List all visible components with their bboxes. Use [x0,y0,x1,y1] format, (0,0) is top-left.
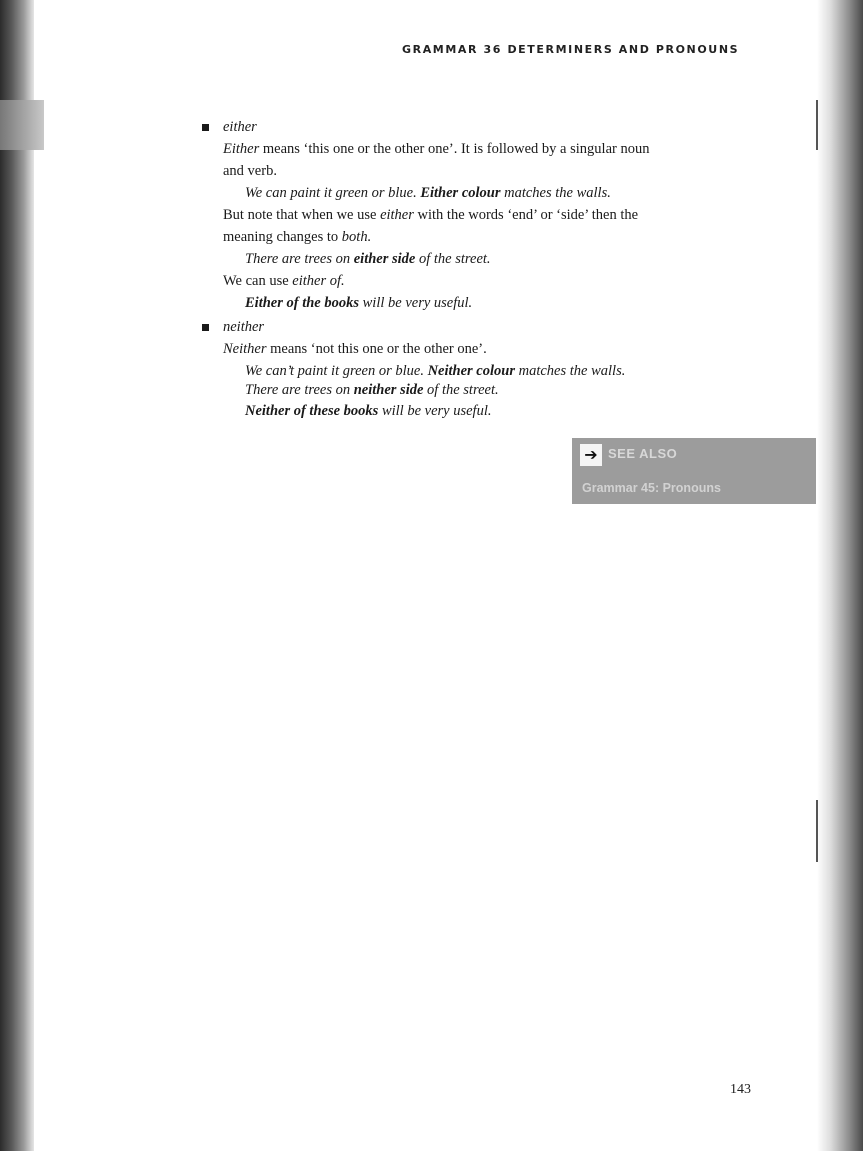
text: with the words ‘end’ or ‘side’ then the [413,207,639,223]
bullet-icon [202,324,209,331]
example-neither-3 [245,400,491,422]
page-number: 143 [730,1082,751,1097]
see-also-link[interactable]: Grammar 45: Pronouns [582,481,721,495]
text: of the street. [423,382,499,398]
text: But note that when we use [223,207,381,223]
definition-neither [223,338,487,360]
term: Neither [223,341,267,357]
example-either-2 [245,248,491,270]
note-either-cont [223,226,371,248]
text: will be very useful. [378,403,492,419]
text: matches the walls. [500,185,611,201]
example-neither-2 [245,379,499,401]
see-also-box [572,438,816,504]
usage-either-of [223,270,345,292]
term: Either [223,141,260,157]
example-either-3 [245,292,472,314]
text: We can paint it green or blue. [245,185,421,201]
running-head: GRAMMAR 36 DETERMINERS AND PRONOUNS [402,43,740,56]
entry-heading-neither: neither [223,319,265,335]
bold-text: Neither colour [427,363,515,379]
text: There are trees on [245,251,354,267]
bold-text: Either colour [420,185,501,201]
bold-text: Either of the books [245,295,359,311]
term: both. [341,229,372,245]
bold-text: neither side [353,382,424,398]
see-also-title: SEE ALSO [608,446,678,461]
scan-mark [816,800,818,862]
arrow-right-icon: ➔ [580,444,602,466]
term: either of. [292,273,345,289]
definition-either-cont: and verb. [223,163,277,179]
bold-text: Neither of these books [245,403,379,419]
definition-either [223,138,649,160]
text: means ‘not this one or the other one’. [266,341,487,357]
text: meaning changes to [223,229,342,245]
scan-binding-right [817,0,863,1151]
scan-mark [816,100,818,150]
text: We can use [223,273,293,289]
text: means ‘this one or the other one’. It is followed by a singular noun [259,141,650,157]
bullet-icon [202,124,209,131]
term: either [380,207,414,223]
scan-shadow [0,100,44,150]
text: There are trees on [245,382,354,398]
example-either-1 [245,182,611,204]
text: of the street. [415,251,491,267]
entry-heading-either: either [223,119,257,135]
note-either [223,204,638,226]
bold-text: either side [353,251,416,267]
text: will be very useful. [359,295,473,311]
text: matches the walls. [514,363,626,379]
text: We can’t paint it green or blue. [245,363,428,379]
scan-binding-left [0,0,34,1151]
